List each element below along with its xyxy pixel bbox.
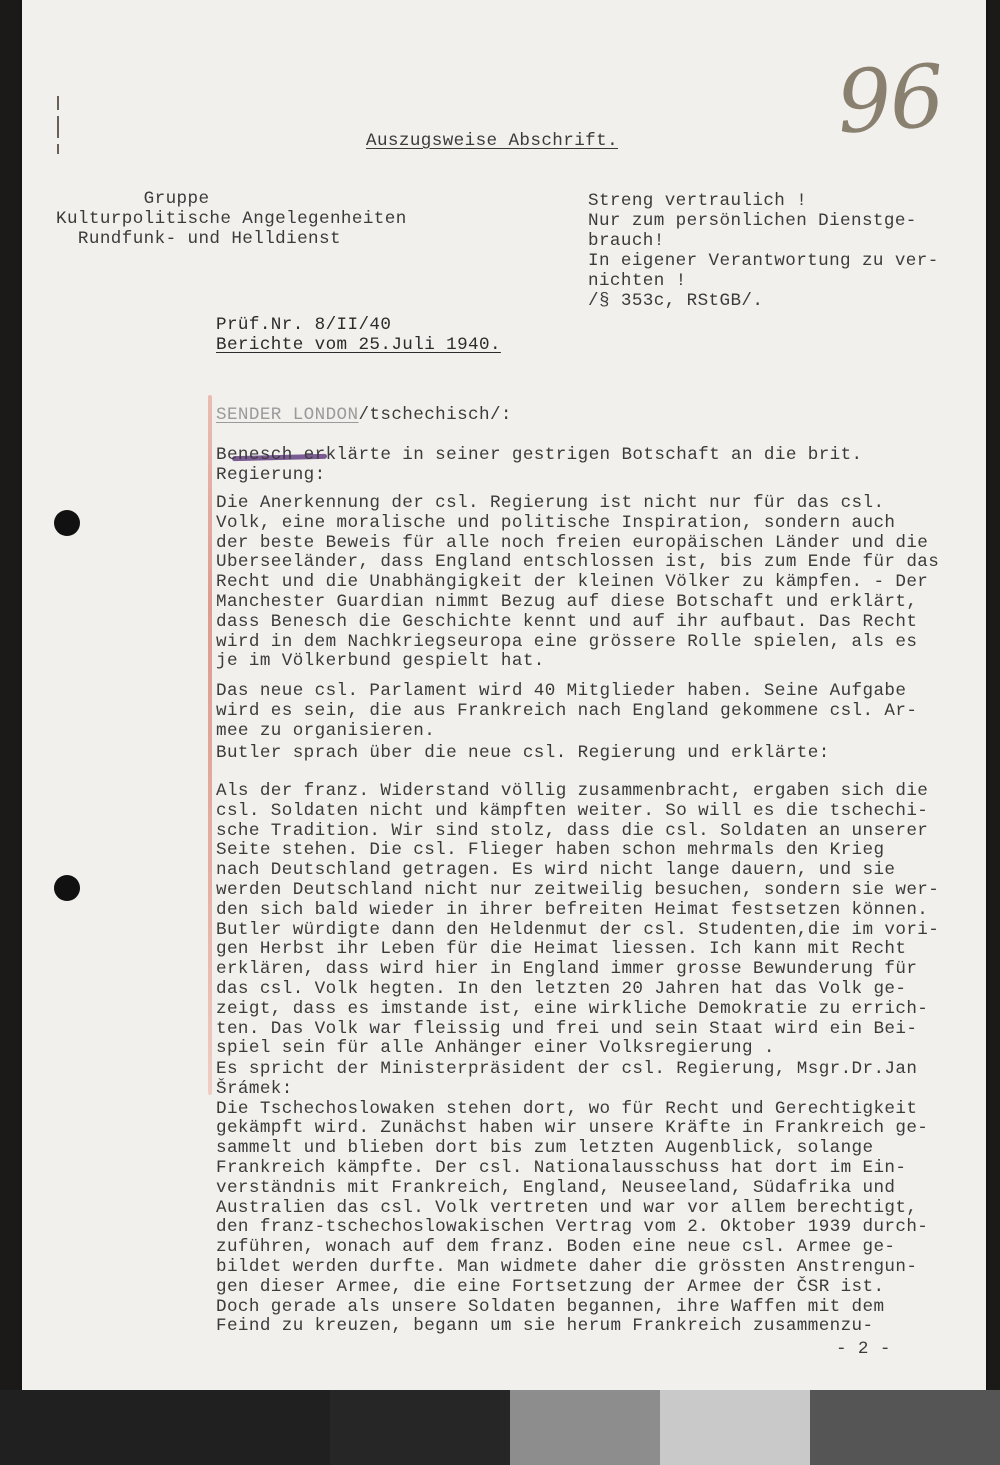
confidential-line: brauch! bbox=[588, 231, 665, 251]
paragraph-line: werden Deutschland nicht nur zeitweilig besuchen, sondern sie wer- bbox=[216, 880, 940, 900]
paragraph-line: je im Völkerbund gespielt hat. bbox=[216, 651, 545, 672]
paragraph-line: verständnis mit Frankreich, England, Neuseeland, Südafrika und bbox=[216, 1177, 896, 1198]
sender-line: Gruppe bbox=[56, 189, 210, 209]
sender-line: Kulturpolitische Angelegenheiten bbox=[56, 209, 407, 229]
document-page bbox=[22, 0, 986, 1390]
section-heading bbox=[216, 406, 512, 426]
paragraph-line: Recht und die Unabhängigkeit der kleinen Völker zu kämpfen. - Der bbox=[216, 572, 929, 593]
scan-calibration-strip bbox=[0, 1390, 1000, 1465]
paragraph-line: ten. Das Volk war fleissig und frei und sein Staat wird ein Bei- bbox=[216, 1018, 918, 1039]
paragraph-line: Volk, eine moralische und politische Inspiration, sondern auch bbox=[216, 512, 896, 533]
paragraph-line: der beste Beweis für alle noch freien europäischen Länder und die bbox=[216, 532, 929, 553]
paragraph-line: csl. Soldaten nicht und kämpften weiter. So will es die tschechi- bbox=[216, 800, 929, 821]
page-footer-number: - 2 - bbox=[836, 1339, 891, 1359]
paragraph-line: Benesch erklärte in seiner gestrigen Botschaft an die brit. bbox=[216, 445, 863, 465]
handwritten-page-number: 96 bbox=[833, 46, 946, 154]
paragraph-line: Uberseeländer, dass England entschlossen ist, bis zum Ende für das bbox=[216, 552, 940, 573]
paragraph-line: sche Tradition. Wir sind stolz, dass die csl. Soldaten an unserer bbox=[216, 820, 929, 841]
confidential-line: In eigener Verantwortung zu ver- bbox=[588, 251, 939, 271]
paragraph-line: nach Deutschland getragen. Es wird nicht lange dauern, und sie bbox=[216, 860, 896, 881]
section-heading-station: SENDER LONDON bbox=[216, 405, 359, 425]
red-pencil-margin-line bbox=[208, 395, 212, 1095]
paragraph-line: den franz-tschechoslowakischen Vertrag vom 2. Oktober 1939 durch- bbox=[216, 1217, 929, 1238]
paragraph-line: Frankreich kämpfte. Der csl. Nationalausschuss hat dort im Ein- bbox=[216, 1158, 907, 1178]
confidential-line: nichten ! bbox=[588, 271, 687, 291]
document-title: Auszugsweise Abschrift. bbox=[366, 131, 619, 151]
paragraph-line: Regierung: bbox=[216, 464, 326, 485]
paragraph-line: Butler würdigte dann den Heldenmut der csl. Studenten,die im vori- bbox=[216, 919, 940, 940]
paragraph-line: den sich bald wieder in ihrer befreiten Heimat festsetzen können. bbox=[216, 899, 929, 920]
paragraph-line: spiel sein für alle Anhänger einer Volksregierung . bbox=[216, 1038, 775, 1059]
paragraph-line: Die Anerkennung der csl. Regierung ist nicht nur für das csl. bbox=[216, 493, 885, 513]
paragraph-line: zeigt, dass es imstande ist, eine wirkliche Demokratie zu errich- bbox=[216, 998, 929, 1019]
paragraph-line: Das neue csl. Parlament wird 40 Mitglieder haben. Seine Aufgabe bbox=[216, 681, 907, 701]
paragraph-line: dass Benesch die Geschichte kennt und auf ihr aufbaut. Das Recht bbox=[216, 611, 918, 632]
paragraph-line: gen dieser Armee, die eine Fortsetzung der Armee der ČSR ist. bbox=[216, 1276, 885, 1297]
paragraph-line: zuführen, wonach auf dem franz. Boden eine neue csl. Armee ge- bbox=[216, 1237, 896, 1258]
paragraph-line: gekämpft wird. Zunächst haben wir unsere Kräfte in Frankreich ge- bbox=[216, 1118, 929, 1139]
paragraph-line: bildet werden durfte. Man widmete daher die grössten Anstrengun- bbox=[216, 1257, 918, 1277]
section-heading-language: /tschechisch/: bbox=[358, 405, 512, 425]
paragraph-line: wird in dem Nachkriegseuropa eine grössere Rolle spielen, als es bbox=[216, 631, 918, 652]
paragraph-line: wird es sein, die aus Frankreich nach England gekommene csl. Ar- bbox=[216, 700, 918, 721]
paragraph-line: Manchester Guardian nimmt Bezug auf diese Botschaft und erklärt, bbox=[216, 592, 918, 612]
confidential-line: Streng vertraulich ! bbox=[588, 191, 808, 211]
punch-hole-bottom bbox=[54, 875, 80, 901]
reference-number: Prüf.Nr. 8/II/40 bbox=[216, 315, 392, 335]
paragraph-line: Es spricht der Ministerpräsident der csl. Regierung, Msgr.Dr.Jan bbox=[216, 1059, 918, 1079]
paragraph-line: Als der franz. Widerstand völlig zusammenbracht, ergaben sich die bbox=[216, 781, 929, 801]
punch-hole-top bbox=[54, 510, 80, 536]
paragraph-line: Doch gerade als unsere Soldaten begannen, ihre Waffen mit dem bbox=[216, 1296, 885, 1317]
paragraph-line: Seite stehen. Die csl. Flieger haben schon mehrmals den Krieg bbox=[216, 840, 885, 861]
paragraph-line: gen Herbst ihr Leben für die Heimat liessen. Ich kann mit Recht bbox=[216, 939, 907, 960]
paragraph-line: Šrámek: bbox=[216, 1078, 293, 1099]
paragraph-line: das csl. Volk hegten. In den letzten 20 Jahren hat das Volk ge- bbox=[216, 979, 907, 999]
paragraph-line: mee zu organisieren. bbox=[216, 720, 436, 741]
paragraph-line: sammelt und blieben dort bis zum letzten Augenblick, solange bbox=[216, 1138, 874, 1159]
confidential-line: Nur zum persönlichen Dienstge- bbox=[588, 211, 917, 231]
paragraph-line: Butler sprach über die neue csl. Regierung und erklärte: bbox=[216, 743, 830, 763]
sender-line: Rundfunk- und Helldienst bbox=[56, 229, 341, 249]
staple-mark bbox=[51, 96, 65, 154]
report-date: Berichte vom 25.Juli 1940. bbox=[216, 335, 501, 355]
paragraph-line: Feind zu kreuzen, begann um sie herum Frankreich zusammenzu- bbox=[216, 1316, 874, 1337]
paragraph-line: Australien das csl. Volk vertreten und war vor allem berechtigt, bbox=[216, 1197, 918, 1218]
paragraph-line: erklären, dass wird hier in England immer grosse Bewunderung für bbox=[216, 959, 918, 980]
confidential-line: /§ 353c, RStGB/. bbox=[588, 291, 764, 311]
paragraph-line: Die Tschechoslowaken stehen dort, wo für Recht und Gerechtigkeit bbox=[216, 1098, 918, 1119]
